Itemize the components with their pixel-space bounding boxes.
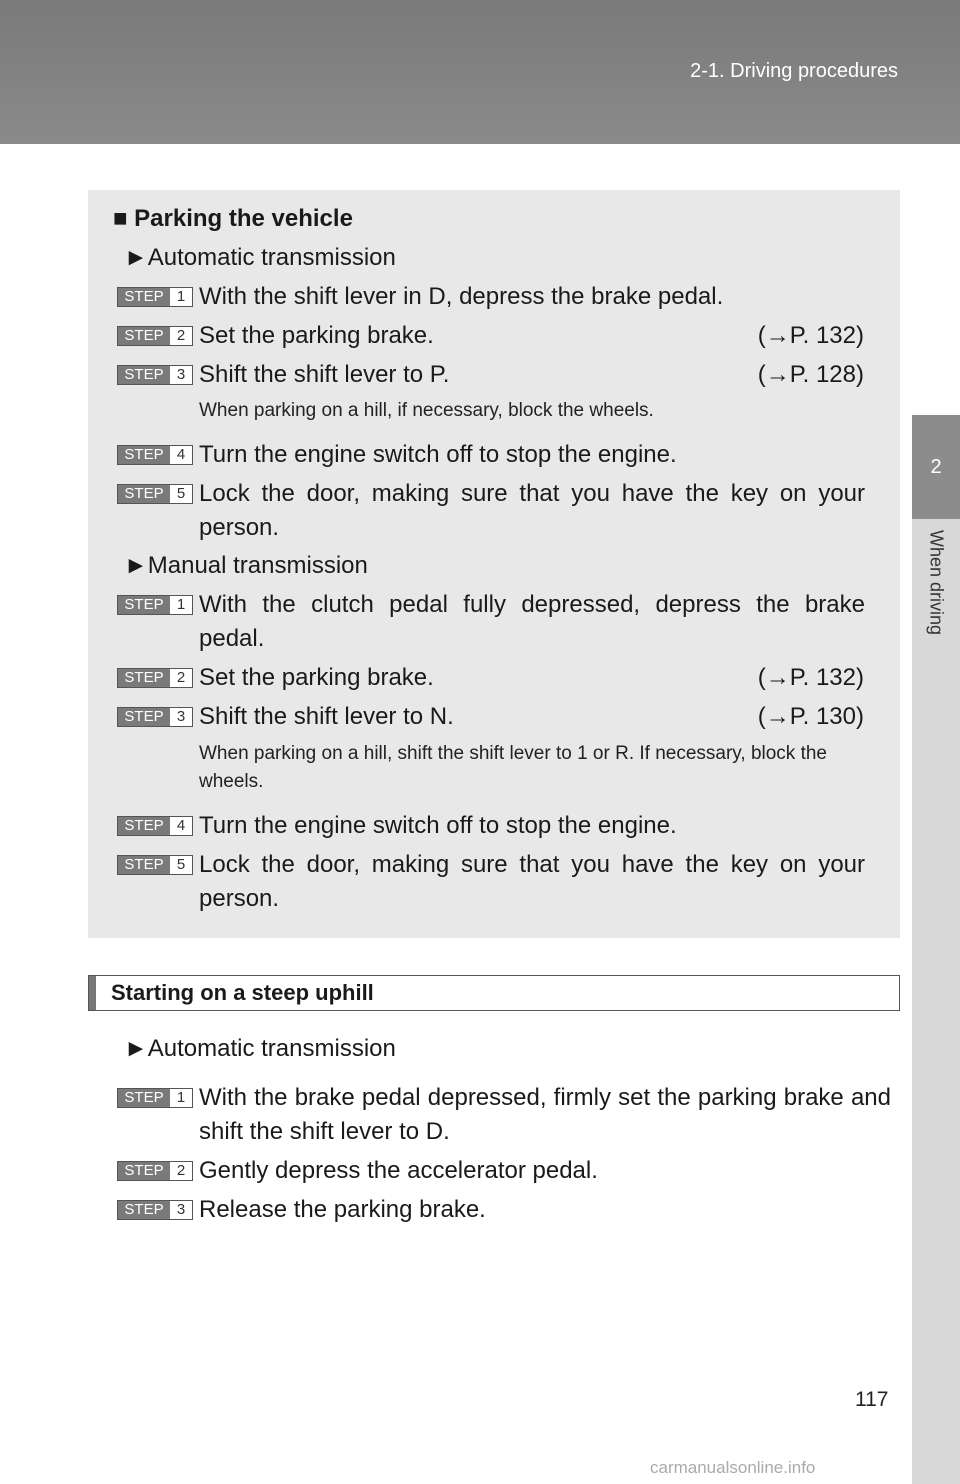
step-text: Set the parking brake. [199,664,434,691]
step-badge: STEP 4 [117,816,193,836]
step-badge: STEP 2 [117,326,193,346]
section-heading [88,975,900,1011]
step-text: Turn the engine switch off to stop the engine. [199,812,677,839]
page-header [0,0,960,144]
section-accent [89,976,96,1010]
step-badge: STEP 5 [117,484,193,504]
chapter-tab[interactable]: 2 [912,415,960,519]
step-text: With the clutch pedal fully depressed, depress the brake pedal. [199,591,865,652]
auto-transmission-label: ►Automatic transmission [124,244,396,271]
page-number: 117 [855,1388,889,1411]
note-text: When parking on a hill, shift the shift lever to 1 or R. If necessary, block the wheels. [199,743,828,792]
step-badge: STEP 3 [117,1200,193,1220]
step-text: Shift the shift lever to N. [199,703,454,730]
step-badge: STEP 1 [117,595,193,615]
step-badge: STEP 1 [117,1088,193,1108]
step-text: Shift the shift lever to P. [199,361,450,388]
step-text: Gently depress the accelerator pedal. [199,1157,598,1184]
step-badge: STEP 2 [117,668,193,688]
step-text: With the shift lever in D, depress the brake pedal. [199,283,724,310]
watermark: carmanualsonline.info [650,1458,816,1477]
box-heading: ■ Parking the vehicle [113,205,353,232]
step-badge: STEP 5 [117,855,193,875]
step-text: Turn the engine switch off to stop the engine. [199,441,677,468]
auto-transmission-label: ►Automatic transmission [124,1035,396,1062]
step-badge: STEP 3 [117,365,193,385]
page-reference[interactable]: (→P. 128) [757,361,864,388]
note-text: When parking on a hill, if necessary, block the wheels. [199,400,654,421]
chapter-breadcrumb: 2-1. Driving procedures [690,60,898,82]
step-text: Lock the door, making sure that you have the key on your person. [199,480,865,541]
step-badge: STEP 3 [117,707,193,727]
step-text: Release the parking brake. [199,1196,486,1223]
manual-transmission-label: ►Manual transmission [124,552,368,579]
step-text: Set the parking brake. [199,322,434,349]
step-text: Lock the door, making sure that you have the key on your person. [199,851,865,912]
step-text: With the brake pedal depressed, firmly set the parking brake and shift the shift lever to D. [199,1084,891,1145]
step-badge: STEP 1 [117,287,193,307]
step-badge: STEP 2 [117,1161,193,1181]
page-reference[interactable]: (→P. 132) [757,664,864,691]
step-badge: STEP 4 [117,445,193,465]
page-reference[interactable]: (→P. 130) [757,703,864,730]
section-title: Starting on a steep uphill [111,980,374,1005]
page-reference[interactable]: (→P. 132) [757,322,864,349]
chapter-label: When driving [926,530,947,636]
